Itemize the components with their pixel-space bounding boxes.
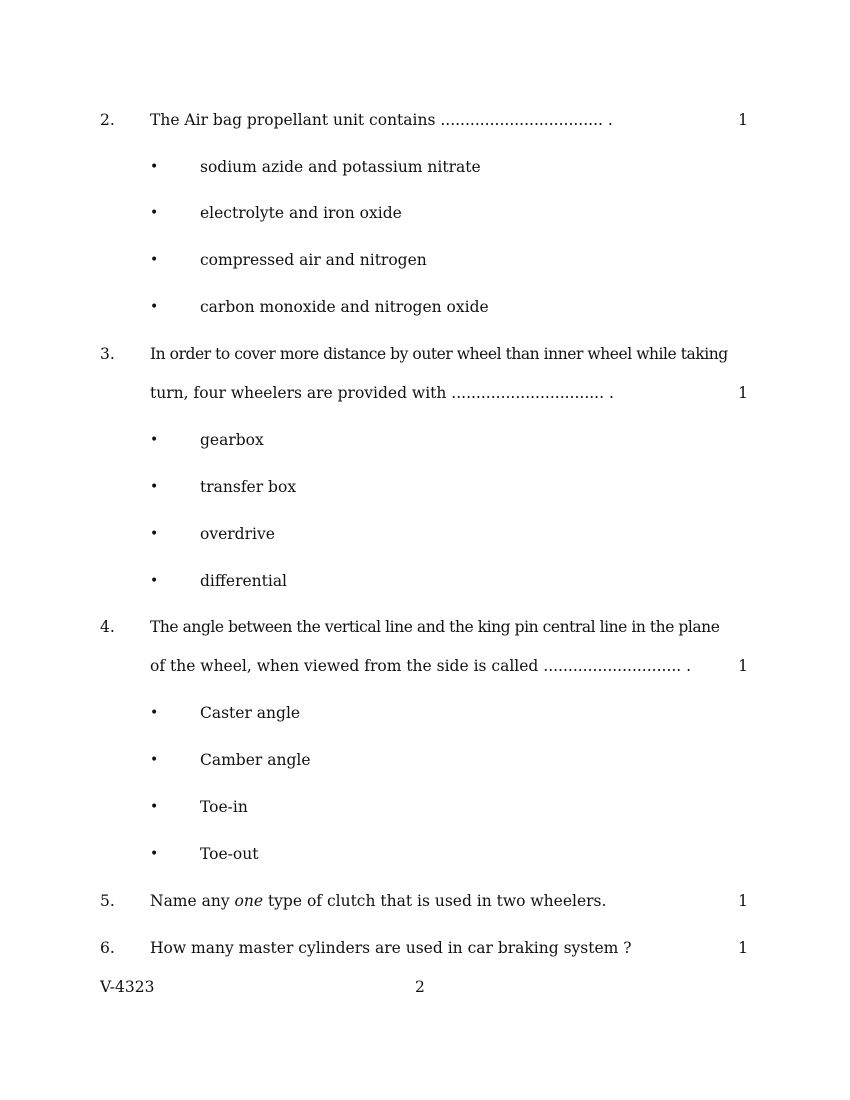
paper-code: V-4323 bbox=[100, 978, 155, 996]
question-2-option-2: electrolyte and iron oxide bbox=[200, 204, 402, 222]
question-2-marks: 1 bbox=[738, 111, 748, 129]
question-2-text: The Air bag propellant unit contains ................................. . bbox=[150, 111, 613, 129]
bullet-icon: • bbox=[150, 432, 159, 448]
question-3-text-line-2: turn, four wheelers are provided with ............................... . bbox=[150, 384, 614, 402]
question-6-number: 6. bbox=[100, 939, 115, 957]
bullet-icon: • bbox=[150, 159, 159, 175]
question-4-number: 4. bbox=[100, 618, 115, 636]
question-4-option-2: Camber angle bbox=[200, 751, 311, 769]
question-4-text-line-2: of the wheel, when viewed from the side is called ............................ . bbox=[150, 657, 692, 675]
question-5-marks: 1 bbox=[738, 892, 748, 910]
question-4-option-3: Toe-in bbox=[200, 798, 248, 816]
bullet-icon: • bbox=[150, 205, 159, 221]
question-2-option-4: carbon monoxide and nitrogen oxide bbox=[200, 298, 489, 316]
question-5-text bbox=[150, 892, 606, 910]
question-6-text: How many master cylinders are used in car braking system ? bbox=[150, 939, 632, 957]
question-3-text-line-1: In order to cover more distance by outer wheel than inner wheel while taking bbox=[150, 345, 728, 363]
bullet-icon: • bbox=[150, 846, 159, 862]
question-3-option-1: gearbox bbox=[200, 431, 264, 449]
bullet-icon: • bbox=[150, 799, 159, 815]
bullet-icon: • bbox=[150, 479, 159, 495]
bullet-icon: • bbox=[150, 299, 159, 315]
question-4-marks: 1 bbox=[738, 657, 748, 675]
question-3-option-2: transfer box bbox=[200, 478, 297, 496]
question-4-option-4: Toe-out bbox=[200, 845, 259, 863]
question-4-text-line-1: The angle between the vertical line and the king pin central line in the plane bbox=[150, 618, 720, 636]
question-5-text-end: type of clutch that is used in two wheelers. bbox=[263, 892, 607, 910]
question-6-marks: 1 bbox=[738, 939, 748, 957]
bullet-icon: • bbox=[150, 752, 159, 768]
bullet-icon: • bbox=[150, 252, 159, 268]
question-2-option-3: compressed air and nitrogen bbox=[200, 251, 427, 269]
question-3-option-3: overdrive bbox=[200, 525, 275, 543]
bullet-icon: • bbox=[150, 705, 159, 721]
question-2-number: 2. bbox=[100, 111, 115, 129]
page-number: 2 bbox=[415, 978, 425, 996]
question-3-option-4: differential bbox=[200, 572, 288, 590]
question-4-option-1: Caster angle bbox=[200, 704, 301, 722]
question-5-text-start: Name any bbox=[150, 892, 235, 910]
bullet-icon: • bbox=[150, 526, 159, 542]
question-5-emphasis: one bbox=[234, 892, 264, 910]
question-3-number: 3. bbox=[100, 345, 115, 363]
question-3-marks: 1 bbox=[738, 384, 748, 402]
question-5-number: 5. bbox=[100, 892, 115, 910]
bullet-icon: • bbox=[150, 573, 159, 589]
question-2-option-1: sodium azide and potassium nitrate bbox=[200, 158, 481, 176]
